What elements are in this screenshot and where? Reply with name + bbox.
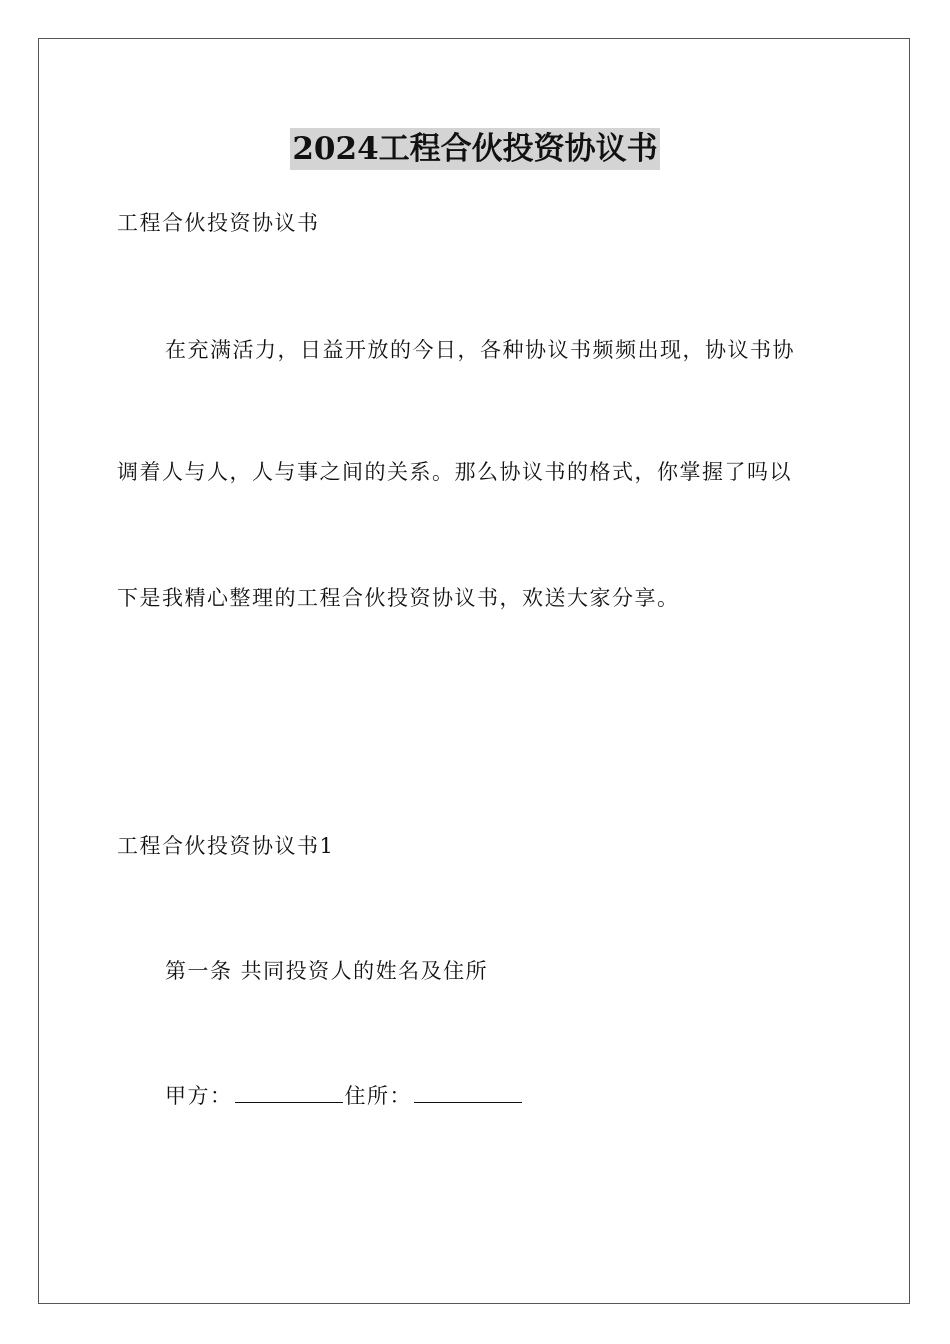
intro-line-1: 在充满活力，日益开放的今日，各种协议书频频出现，协议书协 [165, 338, 795, 362]
intro-line-2: 调着人与人，人与事之间的关系。那么协议书的格式，你掌握了吗以 [117, 460, 792, 484]
subtitle: 工程合伙投资协议书 [117, 211, 320, 235]
party-a-name-field[interactable] [235, 1080, 343, 1103]
title-container [0, 128, 950, 170]
document-title: 2024工程合伙投资协议书 [290, 128, 659, 170]
party-a-address-field[interactable] [414, 1080, 522, 1103]
party-a-row [165, 1080, 524, 1111]
party-a-label: 甲方： [165, 1084, 233, 1108]
intro-line-3: 下是我精心整理的工程合伙投资协议书，欢送大家分享。 [117, 586, 680, 610]
address-label: 住所： [344, 1084, 412, 1108]
article-one: 第一条 共同投资人的姓名及住所 [165, 959, 489, 983]
section-heading: 工程合伙投资协议书1 [117, 834, 335, 858]
